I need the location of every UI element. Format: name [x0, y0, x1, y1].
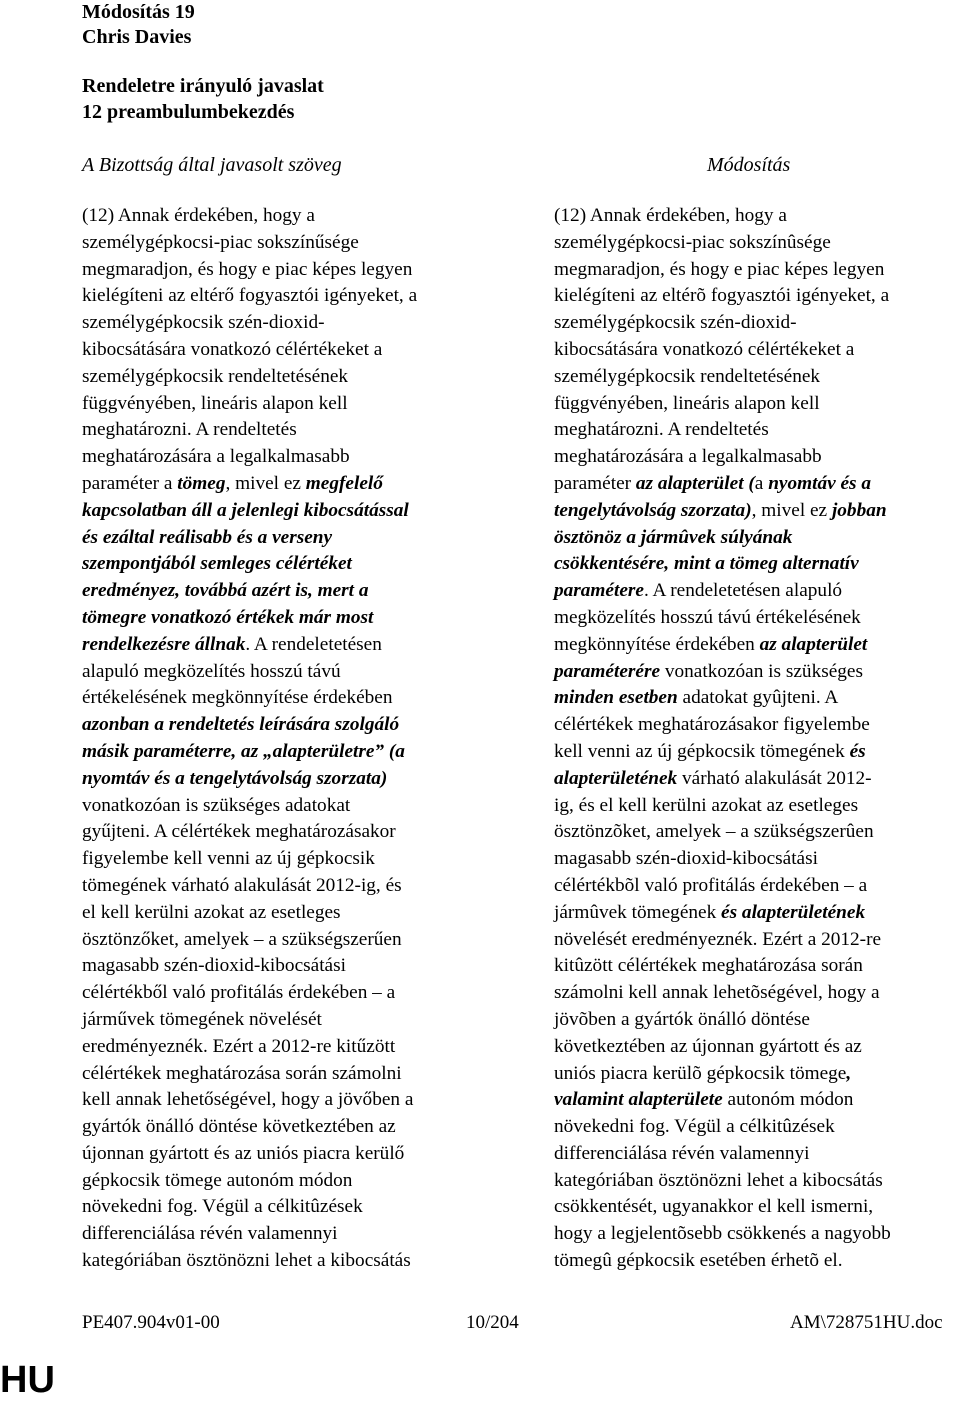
footer-page-number: 10/204: [466, 1312, 519, 1333]
text-segment: (12) Annak érdekében, hogy a személygépkocsi-piac sokszínűsége megmaradjon, és hogy e piac képes legyen kielégíteni az eltérő fogyasztói igényeket, a személygépkocsik szén-dioxid- kibocsátására vonatkozó célértékeket a személygépkocsik rendeltetésének függvényében, lineáris alapon kell meghatározni. A rendeltetés meghatározására a legalkalmasabb paraméter a: [82, 205, 418, 494]
text-segment: vonatkozóan is szükséges adatokat gyűjteni. A célértékek meghatározásakor figyelembe kell venni az új gépkocsik tömegének várható alakulását 2012-ig, és el kell kerülni azokat az esetleges ösztönzőket, amelyek – a szükségszerűen magasabb szén-dioxid-kibocsátási célértékből való profitálás érdekében – a járművek tömegének növelését eredményeznék. Ezért a 2012-re kitűzött célértékek meghatározása során számolni kell annak lehetőségével, hogy a jövőben a gyártók önálló döntése következtében az újonnan gyártott és az uniós piacra kerülő gépkocsik tömege autonóm módon növekedni fog. Végül a célkitûzések differenciálása révén valamennyi kategóriában ösztönözni lehet a kibocsátás: [82, 794, 414, 1272]
text-segment: adatokat gyûjteni. A célértékek meghatározásakor figyelembe kell venni az új gépkocsik tömegének: [554, 687, 870, 762]
text-segment: (12) Annak érdekében, hogy a személygépkocsi-piac sokszínûsége megmaradjon, és hogy e piac képes legyen kielégíteni az eltérõ fogyasztói igényeket, a személygépkocsik szén-dioxid- kibocsátására vonatkozó célértékeket a személygépkocsik rendeltetésének függvényében, lineáris alapon kell meghatározni. A rendeltetés meghatározására a legalkalmasabb paraméter: [554, 205, 890, 494]
commission-text: [82, 203, 502, 1275]
amendment-number: Módosítás 19: [82, 1, 195, 23]
amended-text-segment: tömeg: [177, 472, 226, 494]
text-segment: vonatkozóan is szükséges: [664, 660, 863, 682]
amendment-text: [554, 203, 959, 1275]
amended-text-segment: nyomtáv és a tengelytávolság szorzata): [554, 472, 872, 521]
document-type: Rendeletre irányuló javaslat: [82, 75, 324, 97]
right-column-title: Módosítás: [707, 154, 791, 176]
amended-text-segment: és alapterületének: [721, 901, 866, 923]
footer-filename: AM\728751HU.doc: [790, 1312, 943, 1333]
text-segment: várható alakulását 2012- ig, és el kell kerülni azokat az esetleges ösztönzõket, amelyek – a szükségszerûen magasabb szén-dioxid-kibocsátási célértékbõl való profitálás érdekében – a jármûvek tömegének: [554, 767, 874, 923]
left-column-title: A Bizottság által javasolt szöveg: [82, 154, 342, 176]
amended-text-segment: megfelelő kapcsolatban áll a jelenlegi kibocsátással és ezáltal reálisabb és a verseny szempontjából semleges célértéket eredményez, továbbá azért is, mert a tömegre vonatkozó értékek már most rendelkezésre állnak: [82, 472, 409, 655]
text-segment: . A rendeletetésen alapuló megközelítés hosszú távú értékelésének megkönnyítése érdekében: [554, 580, 861, 655]
author-name: Chris Davies: [82, 26, 192, 48]
amended-text-segment: minden esetben: [554, 687, 678, 709]
text-segment: , mivel ez: [751, 499, 832, 521]
text-segment: növelését eredményeznék. Ezért a 2012-re kitûzött célértékek meghatározása során számolni kell annak lehetõségével, hogy a jövõben a gyártók önálló döntése következtében az újonnan gyártott és az uniós piacra kerülõ gépkocsik tömege: [554, 928, 882, 1084]
footer-document-id: PE407.904v01-00: [82, 1312, 220, 1333]
text-segment: autonóm módon növekedni fog. Végül a célkitûzések differenciálása révén valamennyi kategóriában ösztönözni lehet a kibocsátás csökkentését, ugyanakkor el kell ismerni, hogy a legjelentõsebb csökkenés a nagyobb tömegû gépkocsik esetében érhetõ el.: [554, 1089, 891, 1272]
amended-text-segment: az alapterület (: [635, 472, 755, 494]
amended-text-segment: azonban a rendeltetés leírására szolgáló másik paraméterre, az „alapterületre” (a nyomtáv és a tengelytávolság szorzata): [82, 714, 405, 789]
amended-text-segment: , valamint alapterülete: [554, 1062, 852, 1111]
amended-text-segment: és alapterületének: [554, 740, 866, 789]
language-code: HU: [0, 1359, 55, 1401]
reference-label: 12 preambulumbekezdés: [82, 101, 295, 123]
text-segment: a: [754, 472, 769, 494]
amended-text-segment: az alapterület paraméterére: [554, 633, 868, 682]
text-segment: , mivel ez: [225, 472, 306, 494]
text-segment: . A rendeletetésen alapuló megközelítés hosszú távú értékelésének megkönnyítése érdekében: [82, 633, 393, 709]
amended-text-segment: jobban ösztönöz a jármûvek súlyának csökkentésére, mint a tömeg alternatív paramétere: [554, 499, 887, 602]
